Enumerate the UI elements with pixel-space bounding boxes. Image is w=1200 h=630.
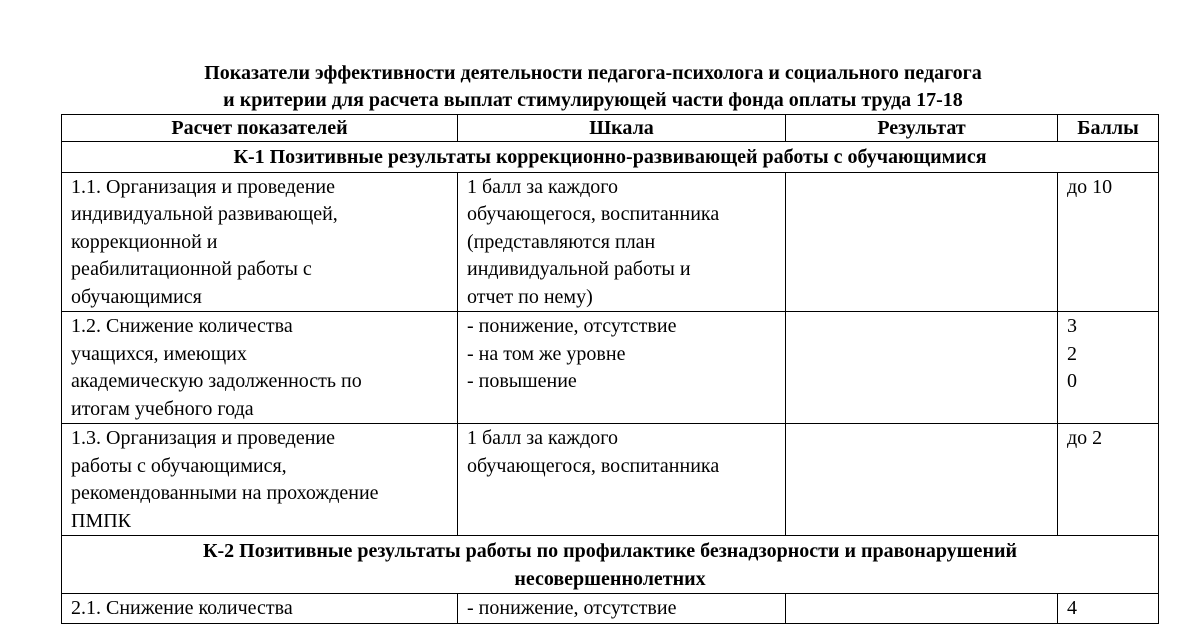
section-row bbox=[62, 142, 1159, 173]
result-cell[interactable] bbox=[786, 594, 1058, 624]
points-cell: 3 2 0 bbox=[1058, 312, 1159, 424]
indicator-cell: 1.2. Снижение количества учащихся, имеющих академическую задолженность по итогам учебного года bbox=[62, 312, 458, 424]
header-points: Баллы bbox=[1058, 115, 1159, 142]
title-line-1: Показатели эффективности деятельности педагога-психолога и социального педагога bbox=[204, 62, 982, 84]
scale-cell: 1 балл за каждого обучающегося, воспитанника bbox=[458, 424, 786, 536]
table-row bbox=[62, 172, 1159, 312]
result-cell[interactable] bbox=[786, 312, 1058, 424]
indicator-cell: 1.1. Организация и проведение индивидуальной развивающей, коррекционной и реабилитационной работы с обучающимися bbox=[62, 172, 458, 312]
points-cell: до 2 bbox=[1058, 424, 1159, 536]
scale-cell: 1 балл за каждого обучающегося, воспитанника (представляются план индивидуальной работы и отчет по нему) bbox=[458, 172, 786, 312]
scale-cell: - понижение, отсутствие - на том же уровне - повышение bbox=[458, 312, 786, 424]
table-row bbox=[62, 424, 1159, 536]
header-indicator: Расчет показателей bbox=[62, 115, 458, 142]
scale-cell: - понижение, отсутствие bbox=[458, 594, 786, 624]
table-row bbox=[62, 312, 1159, 424]
indicator-cell: 2.1. Снижение количества bbox=[62, 594, 458, 624]
document-title bbox=[0, 60, 1186, 114]
indicator-cell: 1.3. Организация и проведение работы с обучающимися, рекомендованными на прохождение ПМПК bbox=[62, 424, 458, 536]
points-cell: до 10 bbox=[1058, 172, 1159, 312]
table-header-row bbox=[62, 115, 1159, 142]
section-k1-title: К-1 Позитивные результаты коррекционно-развивающей работы с обучающимися bbox=[62, 142, 1159, 173]
section-row bbox=[62, 536, 1159, 594]
result-cell[interactable] bbox=[786, 172, 1058, 312]
header-scale: Шкала bbox=[458, 115, 786, 142]
header-result: Результат bbox=[786, 115, 1058, 142]
table-row bbox=[62, 594, 1159, 624]
title-line-2: и критерии для расчета выплат стимулирующей части фонда оплаты труда 17-18 bbox=[223, 89, 963, 111]
section-k2-title: К-2 Позитивные результаты работы по профилактике безнадзорности и правонарушений несовершеннолетних bbox=[62, 536, 1159, 594]
result-cell[interactable] bbox=[786, 424, 1058, 536]
criteria-table bbox=[61, 114, 1159, 624]
points-cell: 4 bbox=[1058, 594, 1159, 624]
